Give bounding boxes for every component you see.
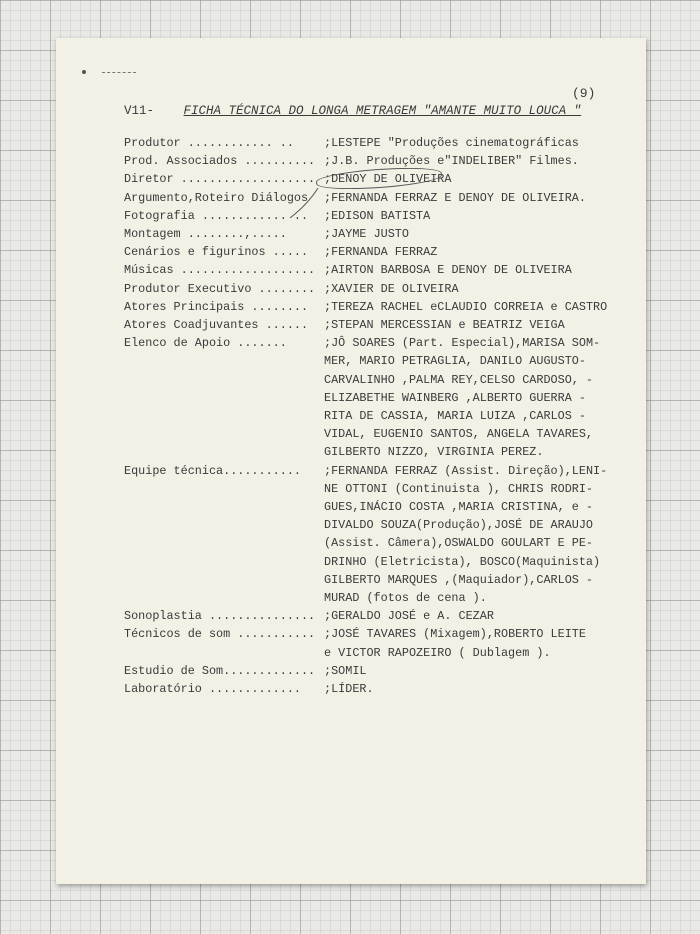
credit-value: ; JÔ SOARES (Part. Especial),MARISA SOM- MER, MARIO PETRAGLIA, DANILO AUGUSTO- CARVALINHO ,PALMA REY,CELSO CARDOSO, - ELIZABETHE WAINBERG ,ALBERTO GUERRA - RITA DE CASSIA, MARIA LUIZA ,CARLOS - VIDAL, EUGENIO SANTOS, ANGELA TAVARES, GILBERTO NIZZO, VIRGINIA PEREZ. xyxy=(324,334,624,461)
pen-stroke-mark xyxy=(284,186,324,222)
credit-value: ; GERALDO JOSÉ e A. CEZAR xyxy=(324,607,624,625)
credit-value: ; FERNANDA FERRAZ E DENOY DE OLIVEIRA. xyxy=(324,189,624,207)
credit-label: Equipe técnica........... xyxy=(124,463,301,478)
credit-value: ; FERNANDA FERRAZ (Assist. Direção),LENI- NE OTTONI (Continuista ), CHRIS RODRI- GUES,INÁCIO COSTA ,MARIA CRISTINA, e - DIVALDO SOUZA(Produção),JOSÉ DE ARAUJO (Assist. Câmera),OSWALDO GOULART E PE- DRINHO (Eletricista), BOSCO(Maquinista) GILBERTO MARQUES ,(Maquiador),CARLOS - MURAD (fotos de cena ). xyxy=(324,462,624,608)
credit-label: Produtor ............ .. xyxy=(124,136,294,150)
credit-label: Fotografia ............ .. xyxy=(124,208,309,223)
credit-label: Estudio de Som............. xyxy=(124,663,316,678)
credit-row xyxy=(124,334,624,461)
credit-row xyxy=(124,152,624,170)
page-title: FICHA TÉCNICA DO LONGA METRAGEM "AMANTE MUITO LOUCA " xyxy=(183,104,582,118)
credit-label: Montagem ........,..... xyxy=(124,227,287,242)
section-label: V11- xyxy=(124,104,155,118)
credit-row xyxy=(124,134,624,152)
credit-row xyxy=(124,680,624,698)
credit-label: Cenários e figurinos ..... xyxy=(124,245,309,260)
credit-row xyxy=(124,607,624,625)
credits-list xyxy=(124,134,624,698)
credit-row xyxy=(124,316,624,334)
credit-value: ; AIRTON BARBOSA E DENOY DE OLIVEIRA xyxy=(324,261,624,279)
credit-row xyxy=(124,225,624,243)
credit-row xyxy=(124,462,624,608)
credit-label: Técnicos de som ........... xyxy=(124,627,316,642)
credit-value: ; LÍDER. xyxy=(324,680,624,698)
punch-dot xyxy=(82,70,86,74)
credit-value: ; SOMIL xyxy=(324,662,624,680)
credit-row xyxy=(124,207,624,225)
credit-label: Atores Coadjuvantes ...... xyxy=(124,318,309,333)
credit-value: ; DENOY DE OLIVEIRA xyxy=(324,170,624,188)
credit-row xyxy=(124,625,624,661)
credit-row xyxy=(124,280,624,298)
credit-label: Atores Principais ........ xyxy=(124,299,309,314)
credit-label: Elenco de Apoio ....... xyxy=(124,336,287,351)
page-number: (9) xyxy=(572,86,596,101)
credit-value: ; JAYME JUSTO xyxy=(324,225,624,243)
credit-label: Diretor ................... xyxy=(124,172,316,187)
page-heading xyxy=(124,104,581,118)
credit-value: ; XAVIER DE OLIVEIRA xyxy=(324,280,624,298)
credit-value: ; FERNANDA FERRAZ xyxy=(324,243,624,261)
dash-mark xyxy=(102,72,136,73)
credit-value: ; EDISON BATISTA xyxy=(324,207,624,225)
credit-value: ; JOSÉ TAVARES (Mixagem),ROBERTO LEITE e VICTOR RAPOZEIRO ( Dublagem ). xyxy=(324,625,624,661)
credit-label: Argumento,Roteiro Diálogos xyxy=(124,190,309,205)
credit-row xyxy=(124,298,624,316)
credit-label: Sonoplastia ............... xyxy=(124,609,316,624)
credit-label: Laboratório ............. xyxy=(124,682,301,697)
credit-value: ; STEPAN MERCESSIAN e BEATRIZ VEIGA xyxy=(324,316,624,334)
credit-value: ; LESTEPE "Produções cinematográficas xyxy=(324,134,624,152)
credit-value: ; J.B. Produções e"INDELIBER" Filmes. xyxy=(324,152,624,170)
document-page xyxy=(56,38,646,884)
credit-value: ; TEREZA RACHEL eCLAUDIO CORREIA e CASTRO xyxy=(324,298,624,316)
credit-row xyxy=(124,189,624,207)
credit-label: Produtor Executivo ........ xyxy=(124,281,316,296)
credit-row xyxy=(124,662,624,680)
credit-row xyxy=(124,243,624,261)
credit-row xyxy=(124,261,624,279)
credit-label: Prod. Associados .......... xyxy=(124,154,316,169)
credit-label: Músicas ................... xyxy=(124,263,316,278)
